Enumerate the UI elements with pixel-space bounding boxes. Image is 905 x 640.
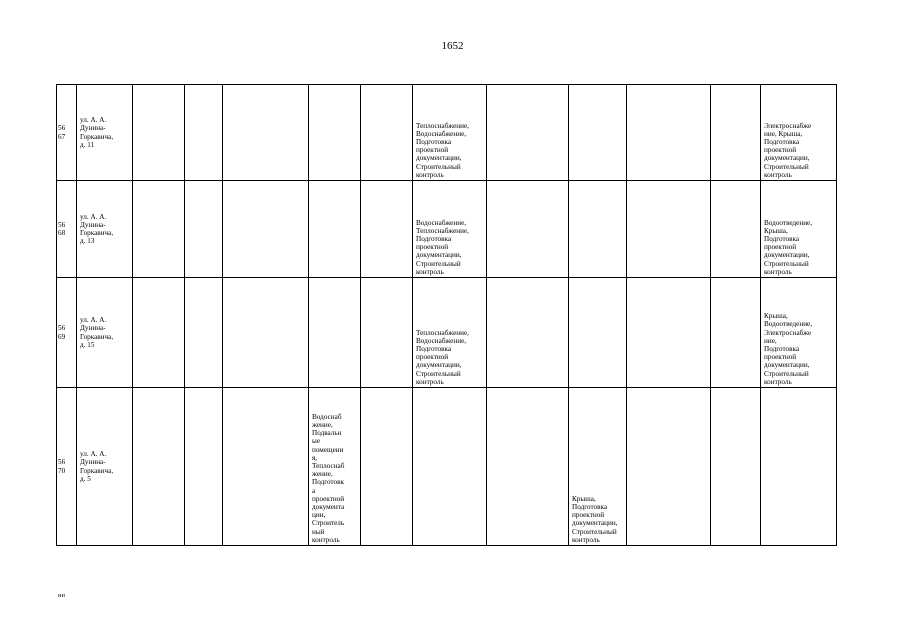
- works-cell-a: [309, 278, 361, 388]
- works-cell-a: [309, 85, 361, 181]
- empty-cell: [711, 278, 761, 388]
- works-cell-c: [569, 181, 627, 278]
- empty-cell: [487, 278, 569, 388]
- works-cell-b: Водоснабжение, Теплоснабжение, Подготовка проектной документации, Строительный контроль: [413, 181, 487, 278]
- table-row: [57, 85, 837, 181]
- works-cell-a: Водоснаб жение, Подвальн ые помещени я, Теплоснаб жение, Подготовк а проектной документа ции, Строитель ный контроль: [309, 388, 361, 546]
- empty-cell: [185, 388, 223, 546]
- works-cell-a: [309, 181, 361, 278]
- empty-cell: [133, 388, 185, 546]
- empty-cell: [487, 388, 569, 546]
- row-number: 56 69: [57, 278, 77, 388]
- empty-cell: [711, 388, 761, 546]
- page-number: 1652: [441, 40, 464, 52]
- row-number: 56 68: [57, 181, 77, 278]
- empty-cell: [133, 85, 185, 181]
- footer-mark: нн: [58, 592, 65, 599]
- works-cell-c: Крыша, Подготовка проектной документации, Строительный контроль: [569, 388, 627, 546]
- empty-cell: [133, 181, 185, 278]
- empty-cell: [361, 85, 413, 181]
- empty-cell: [133, 278, 185, 388]
- empty-cell: [487, 181, 569, 278]
- works-cell-b: [413, 388, 487, 546]
- empty-cell: [185, 278, 223, 388]
- works-cell-d: Водоотведение, Крыша, Подготовка проектной документации, Строительный контроль: [761, 181, 837, 278]
- table-row: [57, 388, 837, 546]
- address-cell: ул. А. А. Дунина- Горкавича, д. 11: [77, 85, 133, 181]
- empty-cell: [185, 181, 223, 278]
- empty-cell: [627, 278, 711, 388]
- works-cell-c: [569, 278, 627, 388]
- empty-cell: [361, 278, 413, 388]
- empty-cell: [361, 388, 413, 546]
- works-cell-d: Электроснабже ние, Крыша, Подготовка проектной документации, Строительный контроль: [761, 85, 837, 181]
- works-cell-d: [761, 388, 837, 546]
- empty-cell: [711, 85, 761, 181]
- empty-cell: [223, 85, 309, 181]
- address-cell: ул. А. А. Дунина- Горкавича, д. 5: [77, 388, 133, 546]
- empty-cell: [711, 181, 761, 278]
- works-cell-b: Теплоснабжение, Водоснабжение, Подготовка проектной документации, Строительный контроль: [413, 85, 487, 181]
- works-cell-d: Крыша, Водоотведение, Электроснабже ние, Подготовка проектной документации, Строительный контроль: [761, 278, 837, 388]
- works-cell-b: Теплоснабжение, Водоснабжение, Подготовка проектной документации, Строительный контроль: [413, 278, 487, 388]
- empty-cell: [185, 85, 223, 181]
- empty-cell: [627, 181, 711, 278]
- empty-cell: [627, 85, 711, 181]
- empty-cell: [627, 388, 711, 546]
- table-row: [57, 278, 837, 388]
- empty-cell: [223, 278, 309, 388]
- row-number: 56 70: [57, 388, 77, 546]
- empty-cell: [361, 181, 413, 278]
- address-cell: ул. А. А. Дунина- Горкавича, д. 13: [77, 181, 133, 278]
- housing-repair-table: [56, 84, 837, 546]
- empty-cell: [223, 388, 309, 546]
- empty-cell: [487, 85, 569, 181]
- empty-cell: [223, 181, 309, 278]
- table-row: [57, 181, 837, 278]
- works-cell-c: [569, 85, 627, 181]
- address-cell: ул. А. А. Дунина- Горкавича, д. 15: [77, 278, 133, 388]
- row-number: 56 67: [57, 85, 77, 181]
